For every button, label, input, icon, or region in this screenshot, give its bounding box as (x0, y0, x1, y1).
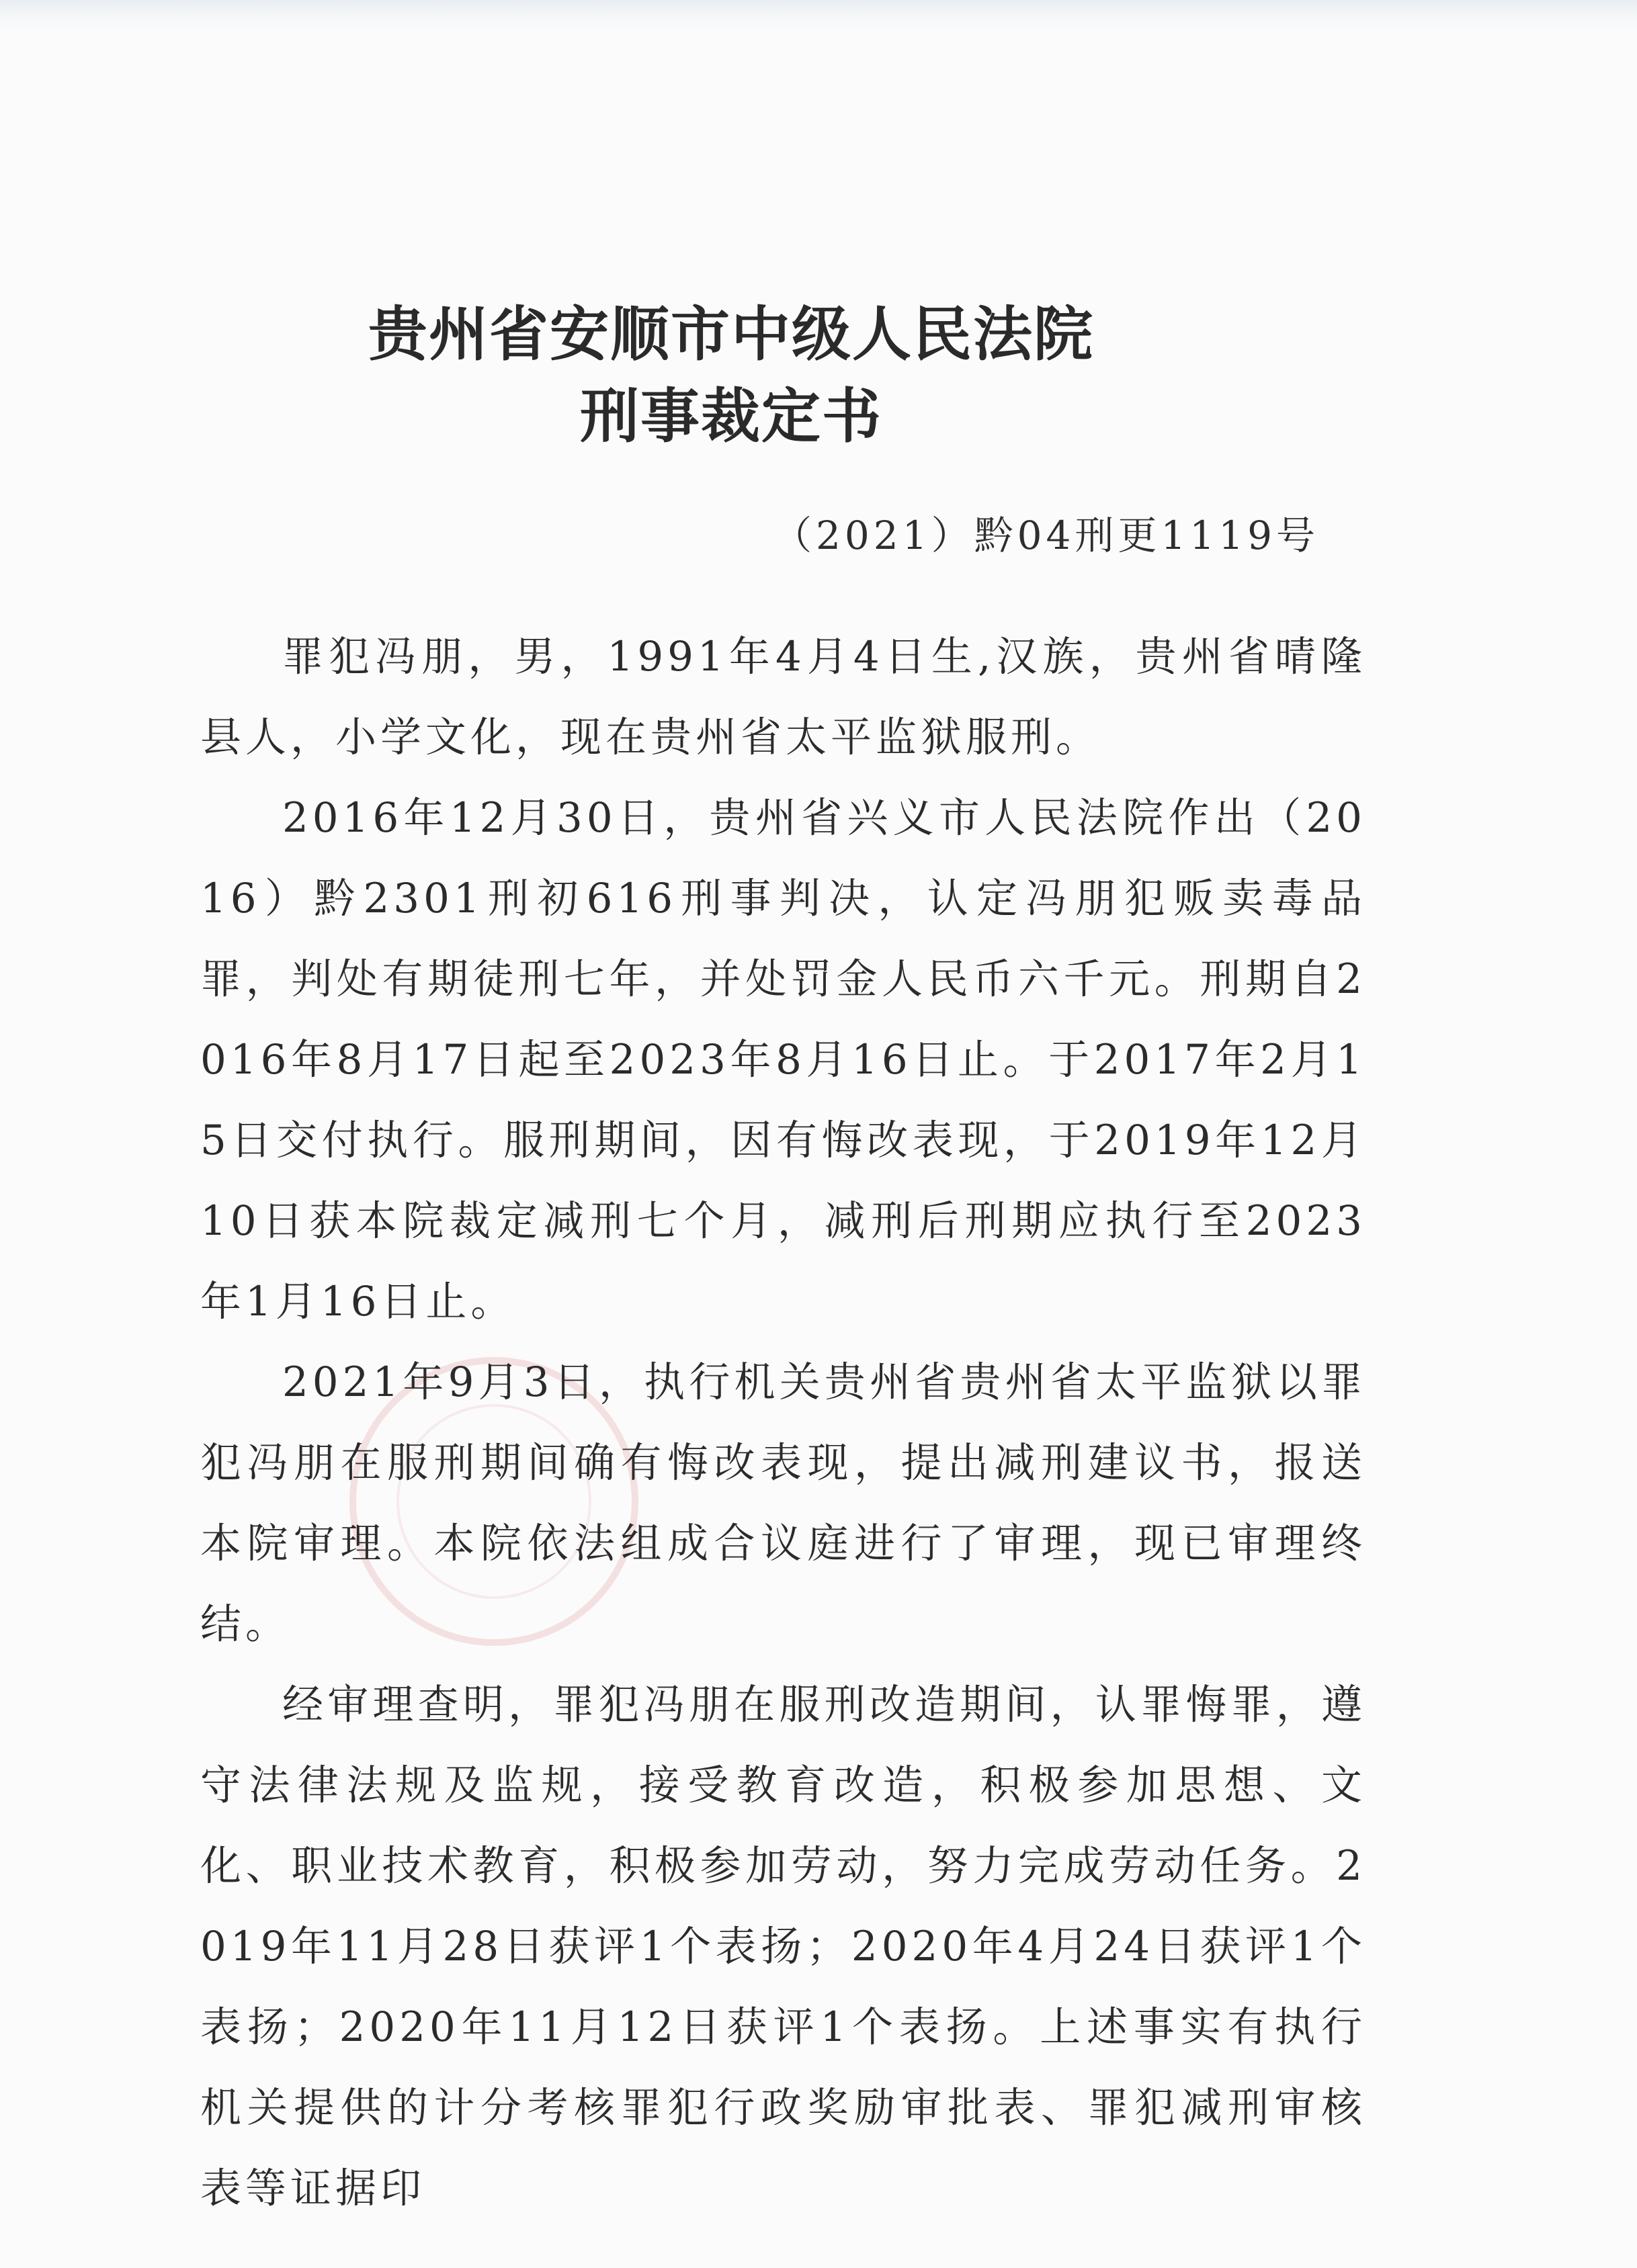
paragraph-commutation-proposal: 2021年9月3日，执行机关贵州省贵州省太平监狱以罪犯冯朋在服刑期间确有悔改表现，提出减刑建议书，报送本院审理。本院依法组成合议庭进行了审理，现已审理终结。 (200, 1358, 1366, 1648)
paragraph-findings: 经审理查明，罪犯冯朋在服刑改造期间，认罪悔罪，遵守法律法规及监规，接受教育改造，积极参加思想、文化、职业技术教育，积极参加劳动，努力完成劳动任务。2019年11月28日获评1个表扬；2020年4月24日获评1个表扬；2020年11月12日获评1个表扬。上述事实有执行机关提供的计分考核罪犯行政奖励审批表、罪犯减刑审核表等证据印 (200, 1681, 1366, 2212)
document-body (200, 617, 1366, 2229)
court-name: 贵州省安顺市中级人民法院 (368, 300, 1094, 369)
document-type: 刑事裁定书 (579, 382, 882, 451)
case-number: （2021）黔04刑更1119号 (773, 513, 1320, 558)
paragraph-original-judgment: 2016年12月30日，贵州省兴义市人民法院作出（2016）黔2301刑初616刑事判决，认定冯朋犯贩卖毒品罪，判处有期徒刑七年，并处罚金人民币六千元。刑期自2016年8月17日起至2023年8月16日止。于2017年2月15日交付执行。服刑期间，因有悔改表现，于2019年12月10日获本院裁定减刑七个月，减刑后刑期应执行至2023年1月16日止。 (200, 794, 1366, 1325)
paragraph-defendant-info: 罪犯冯朋，男，1991年4月4日生,汉族，贵州省晴隆县人，小学文化，现在贵州省太平监狱服刑。 (200, 633, 1366, 761)
scan-edge (0, 0, 1637, 30)
